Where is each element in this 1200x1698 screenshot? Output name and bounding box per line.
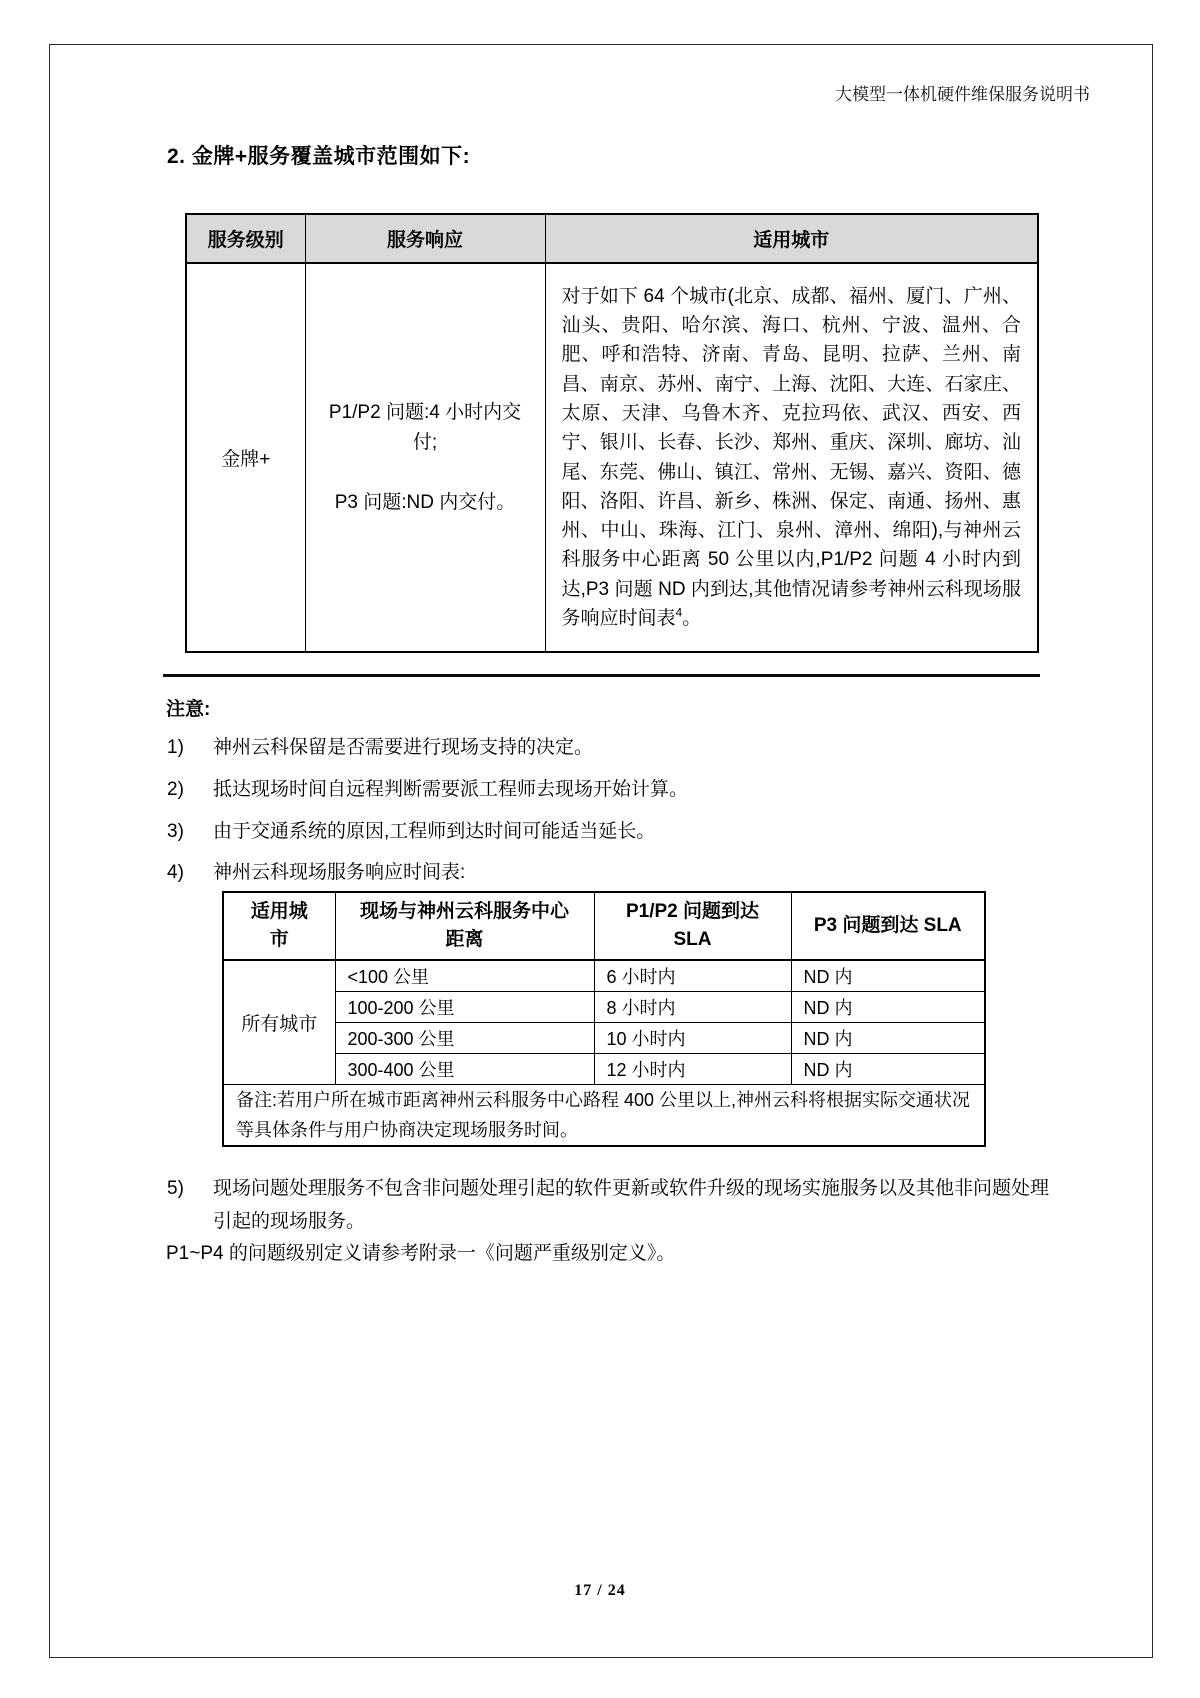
t2-header-applicable-cities: 适用城市 xyxy=(223,892,335,960)
notice-item-number: 1) xyxy=(167,737,184,758)
t2-header-p3-sla: P3 问题到达 SLA xyxy=(791,892,985,960)
notice-item-text: 现场问题处理服务不包含非问题处理引起的软件更新或软件升级的现场实施服务以及其他非问题处理引起的现场服务。 xyxy=(213,1178,1050,1232)
onsite-response-time-table xyxy=(222,891,986,1147)
closing-note: P1~P4 的问题级别定义请参考附录一《问题严重级别定义》。 xyxy=(166,1243,676,1264)
t2-cell-distance: <100 公里 xyxy=(335,960,594,992)
section-divider xyxy=(163,674,1040,677)
t2-cell-p3-sla: ND 内 xyxy=(791,1023,985,1054)
notice-item-1 xyxy=(167,736,593,760)
page-number: 17 / 24 xyxy=(574,1582,626,1599)
doc-title-header: 大模型一体机硬件维保服务说明书 xyxy=(835,85,1090,104)
footnote-ref: 4 xyxy=(675,605,683,620)
t1-header-service-level: 服务级别 xyxy=(186,214,305,263)
notice-item-text: 神州云科保留是否需要进行现场支持的决定。 xyxy=(213,737,594,758)
notice-item-2 xyxy=(167,778,688,802)
notice-item-text: 由于交通系统的原因,工程师到达时间可能适当延长。 xyxy=(213,821,656,842)
notice-item-5 xyxy=(167,1172,1058,1238)
notice-item-number: 5) xyxy=(167,1178,184,1199)
t2-header-distance: 现场与神州云科服务中心距离 xyxy=(335,892,594,960)
t2-cell-remark: 备注:若用户所在城市距离神州云科服务中心路程 400 公里以上,神州云科将根据实际交通状况等具体条件与用户协商决定现场服务时间。 xyxy=(223,1085,985,1147)
response-line-2: P3 问题:ND 内交付。 xyxy=(334,491,516,513)
t1-cell-applicable-cities xyxy=(545,263,1038,652)
t2-cell-p3-sla: ND 内 xyxy=(791,992,985,1023)
t1-cell-service-response xyxy=(305,263,545,652)
t2-cell-distance: 200-300 公里 xyxy=(335,1023,594,1054)
t1-header-applicable-cities: 适用城市 xyxy=(545,214,1038,263)
t2-cell-p3-sla: ND 内 xyxy=(791,1054,985,1085)
t2-cell-p12-sla: 8 小时内 xyxy=(594,992,791,1023)
table-row xyxy=(223,960,985,992)
t1-header-service-response: 服务响应 xyxy=(305,214,545,263)
table-remark-row xyxy=(223,1085,985,1147)
notice-item-3 xyxy=(167,820,655,844)
notice-item-number: 3) xyxy=(167,821,184,842)
gold-plus-coverage-table xyxy=(185,213,1039,653)
t1-cell-service-level: 金牌+ xyxy=(186,263,305,652)
t2-cell-distance: 100-200 公里 xyxy=(335,992,594,1023)
notice-item-number: 4) xyxy=(167,862,184,883)
table-header-row xyxy=(223,892,985,960)
section-heading: 2. 金牌+服务覆盖城市范围如下: xyxy=(167,145,471,168)
t2-cell-p12-sla: 10 小时内 xyxy=(594,1023,791,1054)
t2-cell-p12-sla: 6 小时内 xyxy=(594,960,791,992)
t2-cell-group-label: 所有城市 xyxy=(223,960,335,1085)
table-row xyxy=(223,1054,985,1085)
cities-text: 对于如下 64 个城市(北京、成都、福州、厦门、广州、汕头、贵阳、哈尔滨、海口、杭州、宁波、温州、合肥、呼和浩特、济南、青岛、昆明、拉萨、兰州、南昌、南京、苏州、南宁、上海、沈阳、大连、石家庄、太原、天津、乌鲁木齐、克拉玛依、武汉、西安、西宁、银川、长春、长沙、郑州、重庆、深圳、廊坊、汕尾、东莞、佛山、镇江、常州、无锡、嘉兴、资阳、德阳、洛阳、许昌、新乡、株洲、保定、南通、扬州、惠州、中山、珠海、江门、泉州、漳州、绵阳),与神州云科服务中心距离 50 公里以内,P1/P2 问题 4 小时内到达,P3 问题 ND 内到达,其他情况请参考神州云科现场服务响应时间表 xyxy=(561,285,1021,629)
notice-item-text: 抵达现场时间自远程判断需要派工程师去现场开始计算。 xyxy=(213,779,689,800)
response-line-1: P1/P2 问题:4 小时内交付; xyxy=(328,401,522,453)
t2-cell-p3-sla: ND 内 xyxy=(791,960,985,992)
table-row xyxy=(223,992,985,1023)
t2-cell-distance: 300-400 公里 xyxy=(335,1054,594,1085)
notice-item-number: 2) xyxy=(167,779,184,800)
table-row xyxy=(186,263,1038,652)
t2-cell-p12-sla: 12 小时内 xyxy=(594,1054,791,1085)
cities-period: 。 xyxy=(682,607,702,629)
notice-title: 注意: xyxy=(166,699,211,720)
notice-item-text: 神州云科现场服务响应时间表: xyxy=(213,862,466,883)
t2-header-p12-sla: P1/P2 问题到达 SLA xyxy=(594,892,791,960)
notice-item-4 xyxy=(167,861,465,885)
table-row xyxy=(223,1023,985,1054)
table-header-row xyxy=(186,214,1038,263)
